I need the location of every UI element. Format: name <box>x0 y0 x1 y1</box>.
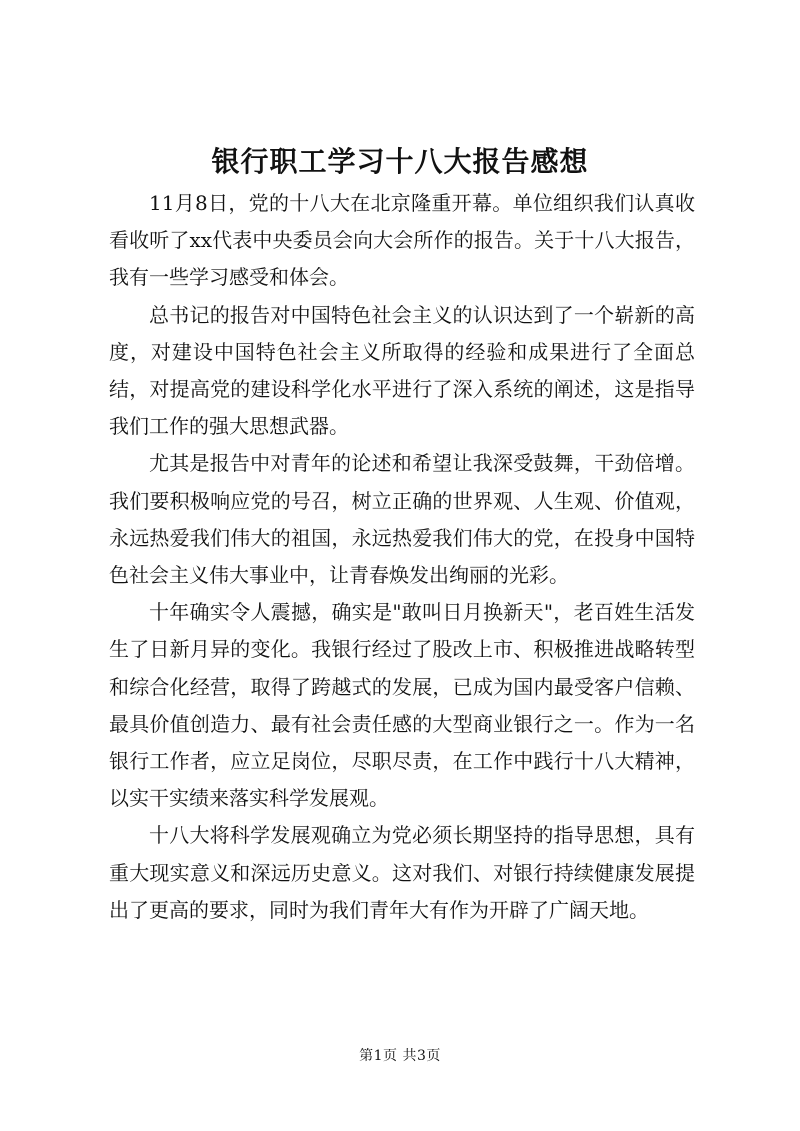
paragraph: 总书记的报告对中国特色社会主义的认识达到了一个崭新的高度，对建设中国特色社会主义所取得的经验和成果进行了全面总结，对提高党的建设科学化水平进行了深入系统的阐述，这是指导我们工作的强大思想武器。 <box>109 302 695 439</box>
paragraph: 尤其是报告中对青年的论述和希望让我深受鼓舞，干劲倍增。我们要积极响应党的号召，树立正确的世界观、人生观、价值观，永远热爱我们伟大的祖国，永远热爱我们伟大的党，在投身中国特色社会主义伟大事业中，让青春焕发出绚丽的光彩。 <box>109 451 695 588</box>
paragraph: 11月8日，党的十八大在北京隆重开幕。单位组织我们认真收看收听了xx代表中央委员会向大会所作的报告。关于十八大报告，我有一些学习感受和体会。 <box>109 191 695 290</box>
page-number-footer: 第1页 共3页 <box>359 1048 441 1064</box>
paragraph: 十年确实令人震撼，确实是"敢叫日月换新天"，老百姓生活发生了日新月异的变化。我银行经过了股改上市、积极推进战略转型和综合化经营，取得了跨越式的发展，已成为国内最受客户信赖、最具价值创造力、最有社会责任感的大型商业银行之一。作为一名银行工作者，应立足岗位，尽职尽责，在工作中践行十八大精神，以实干实绩来落实科学发展观。 <box>109 600 695 811</box>
document-title: 银行职工学习十八大报告感想 <box>211 145 589 178</box>
document-body <box>109 185 695 929</box>
paragraph: 十八大将科学发展观确立为党必须长期坚持的指导思想，具有重大现实意义和深远历史意义。这对我们、对银行持续健康发展提出了更高的要求，同时为我们青年大有作为开辟了广阔天地。 <box>109 823 695 922</box>
